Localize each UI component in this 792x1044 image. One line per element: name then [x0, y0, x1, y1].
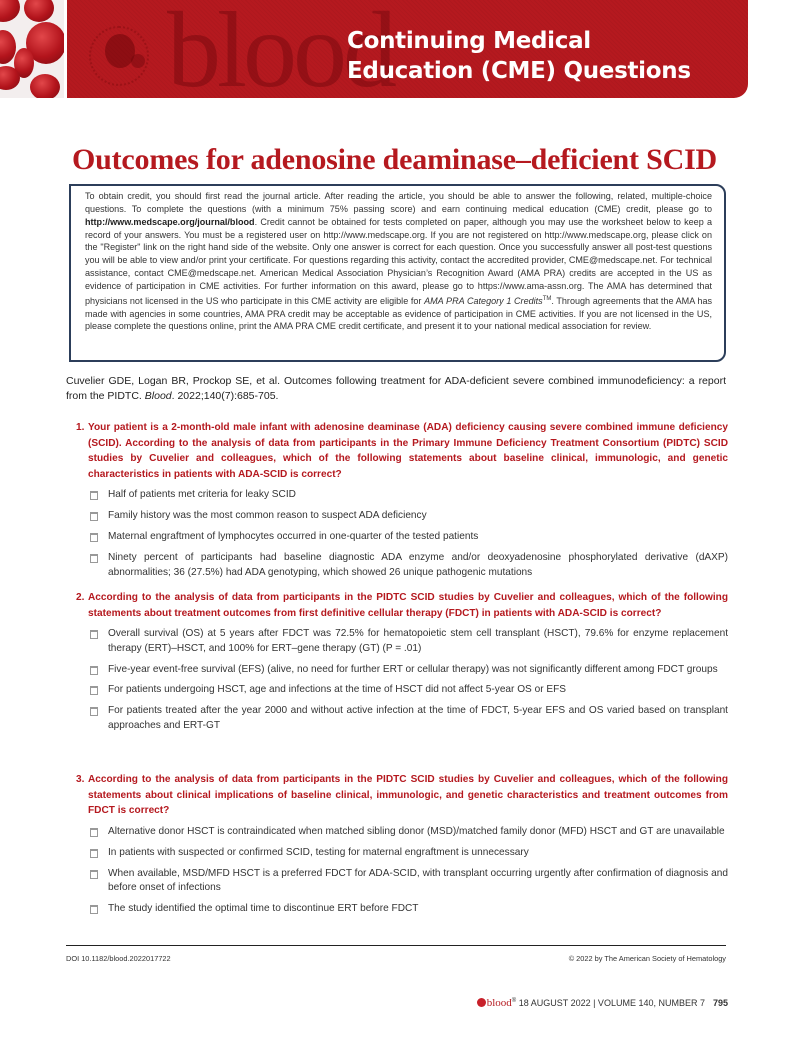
- answer-option[interactable]: When available, MSD/MFD HSCT is a preferred FDCT for ADA-SCID, with transplant occurring urgently after confirmation of diagnosis and before onset of infections: [90, 867, 728, 896]
- blood-cells-image: [0, 0, 66, 98]
- banner-red-panel: [67, 0, 748, 110]
- blood-logo-watermark: blood: [167, 0, 394, 110]
- answer-option[interactable]: In patients with suspected or confirmed SCID, testing for maternal engraftment is unnecessary: [90, 846, 728, 860]
- answer-options: [66, 825, 728, 917]
- question-stem: 3. According to the analysis of data from participants in the PIDTC SCID studies by Cuvelier and colleagues, which of the following statements about clinical implications of baseline clinical, immunologic, and genetic characteristics and treatment outcomes from FDCT is correct?: [76, 774, 728, 817]
- answer-option[interactable]: For patients treated after the year 2000 and without active infection at the time of FDCT, 5-year EFS and OS varied based on transplant approaches and ERT-GT: [90, 704, 728, 733]
- answer-options: [66, 488, 728, 580]
- checkbox-icon[interactable]: [90, 533, 98, 542]
- copyright: © 2022 by The American Society of Hematology: [568, 954, 726, 963]
- instructions-box: [69, 184, 726, 362]
- question-2: [66, 590, 728, 740]
- question-3: [66, 772, 728, 923]
- journal-wordmark: blood: [486, 997, 512, 1009]
- answer-option[interactable]: Maternal engraftment of lymphocytes occurred in one-quarter of the tested patients: [90, 530, 728, 544]
- medscape-link[interactable]: http://www.medscape.org/journal/blood: [85, 216, 255, 227]
- article-citation: Cuvelier GDE, Logan BR, Prockop SE, et al. Outcomes following treatment for ADA-deficient severe combined immunodeficiency: a report from the PIDTC. Blood. 2022;140(7):685-705.: [66, 375, 726, 402]
- answer-options: [66, 627, 728, 733]
- checkbox-icon[interactable]: [90, 828, 98, 837]
- checkbox-icon[interactable]: [90, 707, 98, 716]
- blood-logo-icon: [477, 998, 486, 1007]
- answer-option[interactable]: Half of patients met criteria for leaky SCID: [90, 488, 728, 502]
- answer-option[interactable]: The study identified the optimal time to discontinue ERT before FDCT: [90, 902, 728, 916]
- question-1: [66, 420, 728, 586]
- page-footer: blood® 18 AUGUST 2022 | VOLUME 140, NUMBER 7 795: [477, 997, 728, 1009]
- issue-info: 18 AUGUST 2022 | VOLUME 140, NUMBER 7: [516, 998, 705, 1008]
- checkbox-icon[interactable]: [90, 554, 98, 563]
- page-number: 795: [712, 998, 728, 1008]
- answer-option[interactable]: Alternative donor HSCT is contraindicated when matched sibling donor (MSD)/matched family donor (MFD) HSCT and GT are unavailable: [90, 825, 728, 839]
- doi: DOI 10.1182/blood.2022017722: [66, 954, 171, 963]
- question-stem: 1. Your patient is a 2-month-old male infant with adenosine deaminase (ADA) deficiency causing severe combined immune deficiency (SCID). According to the analysis of data from participants in the Primary Immune Deficiency Treatment Consortium (PIDTC) SCID studies by Cuvelier and colleagues, which of the following statements about baseline clinical, immunologic, and genetic characteristics in patients with ADA-SCID is correct?: [76, 422, 728, 480]
- page-title: Outcomes for adenosine deaminase–deficient SCID: [72, 143, 718, 176]
- question-stem: 2. According to the analysis of data from participants in the PIDTC SCID studies by Cuvelier and colleagues, which of the following statements about treatment outcomes from first definitive cellular therapy (FDCT) in patients with ADA-SCID is correct?: [76, 592, 728, 619]
- checkbox-icon[interactable]: [90, 512, 98, 521]
- banner-title: Continuing Medical Education (CME) Questions: [347, 28, 691, 84]
- cme-banner: [0, 0, 748, 110]
- checkbox-icon[interactable]: [90, 686, 98, 695]
- checkbox-icon[interactable]: [90, 905, 98, 914]
- checkbox-icon[interactable]: [90, 849, 98, 858]
- answer-option[interactable]: Ninety percent of participants had baseline diagnostic ADA enzyme and/or deoxyadenosine phosphorylated derivative (dAXP) abnormalities; 36 (27.5%) had ADA genotyping, which showed 26 unique pathogenic mutations: [90, 551, 728, 580]
- checkbox-icon[interactable]: [90, 870, 98, 879]
- blood-logo-icon: [89, 26, 149, 86]
- checkbox-icon[interactable]: [90, 666, 98, 675]
- checkbox-icon[interactable]: [90, 491, 98, 500]
- answer-option[interactable]: Family history was the most common reason to suspect ADA deficiency: [90, 509, 728, 523]
- instructions-text: To obtain credit, you should first read the journal article. After reading the article, you should be able to answer the following, related, multiple-choice questions. To complete the questions (with a minimum 75% passing score) and earn continuing medical education (CME) credit, please go to http://www.medscape.org/journal/blood. Credit cannot be obtained for tests completed on paper, although you may use the worksheet below to keep a record of your answers. You must be a registered user on http://www.medscape.org. If you are not registered on http://www.medscape.org, please click on the "Register" link on the right hand side of the website. Only one answer is correct for each question. Once you successfully answer all post-test questions you will be able to view and/or print your certificate. For questions regarding this activity, contact the accredited provider, CME@medscape.net. For technical assistance, contact CME@medscape.net. American Medical Association Physician’s Recognition Award (AMA PRA) credits are accepted in the US as evidence of participation in CME activities. For further information on this award, please go to https://www.ama-assn.org. The AMA has determined that physicians not licensed in the US who participate in this CME activity are eligible for AMA PRA Category 1 Credits™. Through agreements that the AMA has made with agencies in some countries, AMA PRA credit may be acceptable as evidence of participation in CME activities. If you are not licensed in the US, please complete the questions online, print the AMA PRA CME credit certificate, and present it to your national medical association for review.: [85, 191, 712, 332]
- answer-option[interactable]: Five-year event-free survival (EFS) (alive, no need for further ERT or cellular therapy) was not significantly different among FDCT groups: [90, 663, 728, 677]
- footer-divider: [66, 945, 726, 946]
- checkbox-icon[interactable]: [90, 630, 98, 639]
- answer-option[interactable]: Overall survival (OS) at 5 years after FDCT was 72.5% for hematopoietic stem cell transplant (HSCT), 79.6% for enzyme replacement therapy (ERT)–HSCT, and 100% for ERT–gene therapy (GT) (P = .01): [90, 627, 728, 656]
- answer-option[interactable]: For patients undergoing HSCT, age and infections at the time of HSCT did not affect 5-year OS or EFS: [90, 683, 728, 697]
